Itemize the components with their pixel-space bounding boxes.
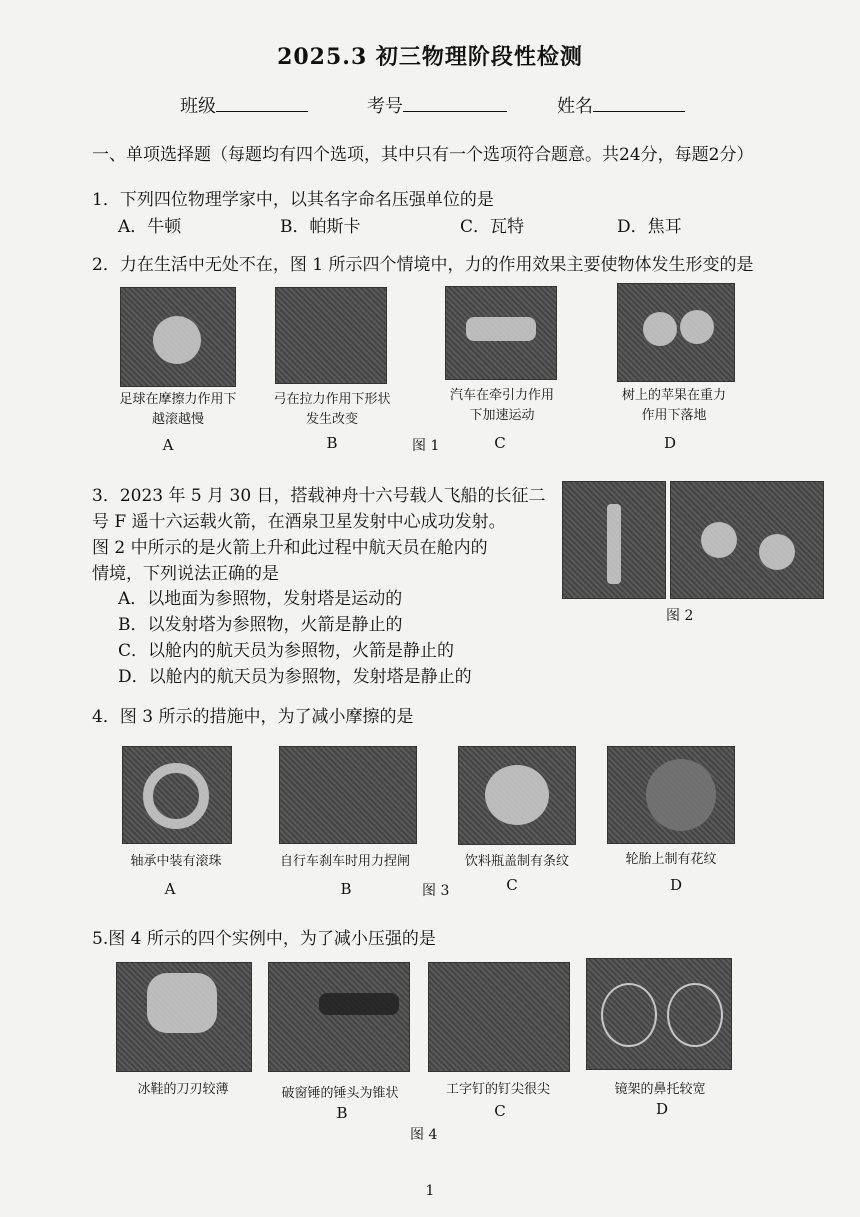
class-field [180, 92, 308, 118]
q1-option-b: B．帕斯卡 [280, 217, 361, 237]
astronauts-photo [670, 481, 824, 599]
glasses-photo [586, 958, 732, 1070]
q4-letter-d: D [669, 876, 683, 894]
question-3 [92, 483, 546, 587]
bike-brake-photo [279, 746, 417, 844]
bow-photo [275, 287, 387, 384]
name-blank [593, 93, 685, 112]
q3-line: 图 2 中所示的是火箭上升和此过程中航天员在舱内的 [92, 538, 488, 558]
q2-caption-a [108, 390, 248, 430]
q3-line: 情境，下列说法正确的是 [92, 564, 279, 584]
figure-4-label: 图 4 [410, 1127, 438, 1143]
football-photo [120, 287, 236, 387]
exam-no-blank [403, 93, 507, 112]
figure-2-label: 图 2 [666, 608, 694, 624]
q1-option-a: A．牛顿 [118, 217, 182, 237]
q4-caption-b: 自行车刹车时用力捏闸 [279, 854, 410, 869]
q4-caption-d: 轮胎上制有花纹 [625, 852, 717, 867]
q5-caption-c: 工字钉的钉尖很尖 [445, 1082, 550, 1097]
question-5: 5.图 4 所示的四个实例中，为了减小压强的是 [92, 929, 436, 949]
q1-option-d: D．焦耳 [617, 217, 682, 237]
q4-caption-c: 饮料瓶盖制有条纹 [464, 854, 569, 869]
figure-3-label: 图 3 [422, 883, 450, 899]
rocket-launch-photo [562, 481, 666, 599]
class-label: 班级 [180, 96, 216, 117]
question-1: 1．下列四位物理学家中，以其名字命名压强单位的是 [92, 190, 494, 210]
exam-no-field [367, 92, 507, 118]
caption-line: 越滚越慢 [151, 412, 204, 427]
q3-option-b: B．以发射塔为参照物，火箭是静止的 [118, 615, 403, 635]
caption-line: 树上的苹果在重力 [621, 388, 726, 403]
section-heading: 一、单项选择题（每题均有四个选项，其中只有一个选项符合题意。共24分，每题2分） [92, 145, 754, 165]
q2-caption-b [262, 390, 402, 430]
q4-letter-a: A [164, 880, 176, 898]
q4-caption-a: 轴承中装有滚珠 [130, 854, 222, 869]
name-label: 姓名 [557, 96, 593, 117]
caption-line: 作用下落地 [641, 408, 707, 423]
caption-line: 弓在拉力作用下形状 [273, 392, 391, 407]
q5-caption-d: 镜架的鼻托较宽 [614, 1082, 706, 1097]
q4-letter-b: B [340, 880, 352, 898]
q3-line: 3．2023 年 5 月 30 日，搭载神舟十六号载人飞船的长征二 [92, 486, 546, 506]
q2-caption-c [432, 386, 572, 426]
q3-line: 号 F 遥十六运载火箭，在酒泉卫星发射中心成功发射。 [92, 512, 506, 532]
q5-caption-b: 破窗锤的锤头为锥状 [281, 1086, 399, 1101]
q1-option-c: C．瓦特 [460, 217, 525, 237]
name-field [557, 92, 685, 118]
q4-letter-c: C [506, 876, 518, 894]
q5-letter-d: D [655, 1100, 669, 1118]
bottle-cap-photo [458, 746, 576, 845]
page-number: 1 [425, 1183, 435, 1199]
q2-letter-d: D [663, 434, 677, 452]
caption-line: 足球在摩擦力作用下 [119, 392, 237, 407]
q3-options [118, 586, 472, 690]
caption-line: 下加速运动 [469, 408, 535, 423]
class-blank [216, 93, 308, 112]
pushpins-photo [428, 962, 570, 1072]
apple-photo [617, 283, 735, 382]
q2-caption-d [604, 386, 744, 426]
tire-photo [607, 746, 735, 844]
question-2: 2．力在生活中无处不在，图 1 所示四个情境中，力的作用效果主要使物体发生形变的是 [92, 255, 754, 275]
q2-letter-c: C [494, 434, 506, 452]
caption-line: 发生改变 [305, 412, 358, 427]
q2-letter-b: B [326, 434, 338, 452]
exam-no-label: 考号 [367, 96, 403, 117]
caption-line: 汽车在牵引力作用 [449, 388, 554, 403]
bearing-photo [122, 746, 232, 844]
car-photo [445, 286, 557, 380]
safety-hammer-photo [268, 962, 410, 1072]
q3-option-a: A．以地面为参照物，发射塔是运动的 [118, 589, 403, 609]
ice-skate-photo [116, 962, 252, 1072]
q5-letter-b: B [336, 1104, 348, 1122]
q3-option-c: C．以舱内的航天员为参照物，火箭是静止的 [118, 641, 455, 661]
q2-letter-a: A [162, 436, 174, 454]
page-title: 2025.3 初三物理阶段性检测 [277, 44, 583, 70]
figure-1-label: 图 1 [412, 438, 440, 454]
q3-option-d: D．以舱内的航天员为参照物，发射塔是静止的 [118, 667, 472, 687]
q5-caption-a: 冰鞋的刀刃较薄 [137, 1082, 229, 1097]
question-4: 4．图 3 所示的措施中，为了减小摩擦的是 [92, 707, 414, 727]
q5-letter-c: C [494, 1102, 506, 1120]
